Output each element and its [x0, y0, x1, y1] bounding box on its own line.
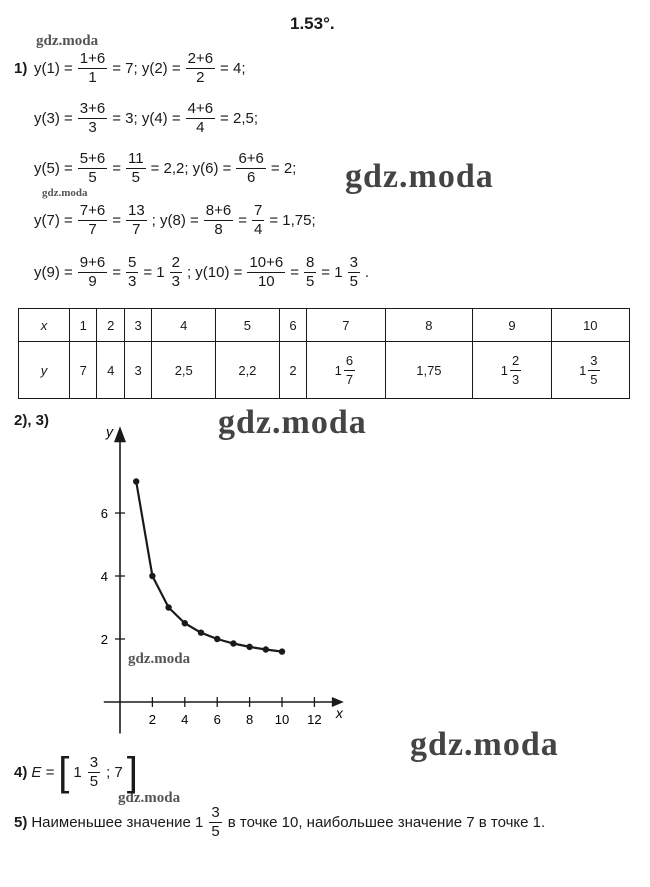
fraction: $\frac{2+6}{2}$ — [187, 50, 214, 86]
part5 — [14, 804, 545, 841]
fraction: $\frac{1+6}{1}$ — [79, 50, 106, 86]
calc-line-5 — [34, 254, 369, 291]
fraction: $\frac{6+6}{6}$ — [238, 150, 264, 186]
data-point — [149, 573, 155, 579]
text: = 1 — [143, 264, 165, 281]
text: y(3) = — [34, 110, 73, 127]
text: = — [112, 264, 121, 281]
table-cell-x: 3 — [124, 309, 151, 342]
calc-line-3 — [34, 150, 296, 187]
text: ; y(8) = — [151, 212, 199, 229]
fraction: $\frac{8}{5}$ — [305, 254, 315, 290]
text: = 1 — [321, 264, 343, 281]
data-point — [263, 646, 269, 652]
part5-pre: Наименьшее значение 1 — [31, 814, 204, 831]
watermark-big-1: gdz.moda — [345, 158, 494, 195]
mixed-number — [501, 352, 523, 389]
part1-label: 1) — [14, 60, 28, 77]
watermark-small-3: gdz.moda — [128, 651, 191, 667]
x-tick-label: 8 — [245, 712, 254, 727]
text: = 3; y(4) = — [112, 110, 181, 127]
whole: 1 — [500, 362, 508, 378]
y-axis-label: y — [106, 423, 113, 440]
whole: 1 — [334, 362, 342, 378]
text: = 2; — [270, 160, 297, 177]
whole: 1 — [579, 362, 587, 378]
text: ; y(10) = — [186, 264, 243, 281]
page-title: 1.53°. — [290, 14, 335, 33]
part4-whole: 1 — [73, 763, 82, 781]
calc-line-1 — [34, 50, 245, 87]
y-tick-label: 2 — [100, 632, 108, 647]
fraction: $\frac{11}{5}$ — [127, 150, 144, 186]
table-cell-y: 1,75 — [385, 342, 473, 399]
table-cell-x: 2 — [97, 309, 124, 342]
text: = 2,2; y(6) = — [150, 160, 232, 177]
table-cell-x: 9 — [473, 309, 551, 342]
watermark-big-3: gdz.moda — [410, 726, 559, 763]
text: = 7; y(2) = — [112, 60, 181, 77]
mixed-number — [579, 352, 601, 389]
table-cell-y: 7 — [70, 342, 97, 399]
text: = 1,75; — [269, 212, 316, 229]
fraction: $\frac{3}{5}$ — [89, 753, 99, 790]
right-bracket-icon: ] — [126, 750, 138, 794]
y-axis-arrow-icon — [114, 426, 126, 442]
data-point — [246, 644, 252, 650]
part4-text: E = — [31, 763, 55, 781]
table-cell-x: 10 — [551, 309, 629, 342]
calc-line-4 — [34, 202, 316, 239]
table-cell-y: 2,5 — [152, 342, 216, 399]
watermark-big-2: gdz.moda — [218, 404, 367, 441]
part4 — [14, 752, 138, 792]
table-cell-y: 3 — [124, 342, 151, 399]
fraction: $\frac{7+6}{7}$ — [79, 202, 106, 238]
text: = — [290, 264, 299, 281]
x-tick-label: 2 — [148, 712, 157, 727]
watermark-small-1: gdz.moda — [36, 33, 99, 49]
table-cell-y — [307, 342, 385, 399]
left-bracket-icon: [ — [58, 750, 70, 794]
data-point — [230, 640, 236, 646]
table-cell-x: 4 — [152, 309, 216, 342]
data-point — [279, 648, 285, 654]
table-row-y — [19, 342, 630, 399]
table-cell-x: 7 — [307, 309, 385, 342]
fraction: $\frac{3}{5}$ — [211, 804, 220, 840]
text: = — [112, 160, 121, 177]
data-point — [198, 630, 204, 636]
table-cell-y — [473, 342, 551, 399]
calc-line-2 — [34, 100, 258, 137]
x-tick-label: 10 — [274, 712, 290, 727]
table-cell-y: 2,2 — [216, 342, 280, 399]
text: = — [112, 212, 121, 229]
text: . — [364, 264, 370, 281]
fraction: $\frac{5}{3}$ — [127, 254, 137, 290]
data-point — [182, 620, 188, 626]
fraction: $\frac{8+6}{8}$ — [205, 202, 232, 238]
fraction: $\frac{5+6}{5}$ — [79, 150, 106, 186]
text: y(7) = — [34, 212, 73, 229]
fraction: $\frac{10+6}{10}$ — [249, 254, 284, 290]
data-point — [214, 636, 220, 642]
table-header-y: y — [19, 342, 70, 399]
table-row-x — [19, 309, 630, 342]
fraction: $\frac{4+6}{4}$ — [187, 100, 214, 136]
text: y(1) = — [34, 60, 73, 77]
part23-label: 2), 3) — [14, 412, 50, 429]
x-tick-label: 6 — [213, 712, 221, 727]
part4-label: 4) — [14, 763, 28, 781]
x-tick-label: 4 — [181, 712, 189, 727]
table-cell-x: 1 — [70, 309, 97, 342]
text: y(5) = — [34, 160, 73, 177]
mixed-number — [335, 352, 357, 389]
part5-post: в точке 10, наибольшее значение 7 в точке 1. — [227, 814, 546, 831]
y-tick-label: 6 — [100, 506, 108, 521]
text: y(9) = — [34, 264, 73, 281]
fraction: $\frac{3+6}{3}$ — [79, 100, 106, 136]
watermark-small-4: gdz.moda — [118, 790, 181, 806]
series-line — [136, 482, 282, 652]
part5-label: 5) — [14, 814, 28, 831]
y-tick-label: 4 — [100, 569, 108, 584]
x-tick-label: 12 — [307, 712, 322, 727]
table-cell-y: 4 — [97, 342, 124, 399]
table-cell-x: 8 — [385, 309, 473, 342]
fraction: $\frac{9+6}{9}$ — [79, 254, 106, 290]
fraction: $\frac{2}{3}$ — [171, 254, 180, 290]
table-cell-y: 2 — [279, 342, 306, 399]
table-cell-x: 6 — [279, 309, 306, 342]
fraction: $\frac{6}{7}$ — [345, 352, 354, 387]
table-cell-x: 5 — [216, 309, 280, 342]
fraction: $\frac{13}{7}$ — [127, 202, 145, 238]
text: = 4; — [220, 60, 246, 77]
text: = — [238, 212, 247, 229]
watermark-small-2: gdz.moda — [42, 187, 88, 199]
fraction: $\frac{3}{5}$ — [590, 352, 598, 387]
fraction: $\frac{2}{3}$ — [511, 352, 520, 387]
part4-rest: ; 7 — [106, 763, 123, 781]
values-table — [18, 308, 630, 399]
table-cell-y — [551, 342, 629, 399]
fraction: $\frac{3}{5}$ — [349, 254, 358, 290]
text: = 2,5; — [220, 110, 258, 127]
data-point — [165, 604, 171, 610]
table-header-x: x — [19, 309, 70, 342]
fraction: $\frac{7}{4}$ — [254, 202, 263, 238]
data-point — [133, 478, 139, 484]
x-axis-label: x — [335, 705, 343, 721]
function-graph — [60, 423, 620, 732]
